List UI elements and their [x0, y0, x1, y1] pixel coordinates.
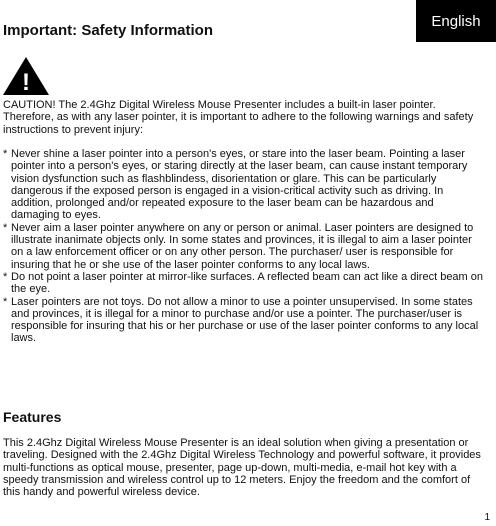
safety-bullet	[3, 222, 483, 271]
warning-icon	[2, 56, 50, 96]
bullet-mark: *	[3, 295, 8, 308]
safety-intro: CAUTION! The 2.4Ghz Digital Wireless Mouse Presenter includes a built-in laser pointer. Therefore, as with any laser pointer, it is important to adhere to the following warnings and safety instructions to prevent injury:	[3, 99, 474, 136]
bullet-text: Do not point a laser pointer at mirror-like surfaces. A reflected beam can act like a direct beam on the eye.	[11, 270, 484, 296]
bullet-mark: *	[3, 270, 8, 283]
safety-title: Important: Safety Information	[3, 22, 214, 39]
safety-bullet-list	[3, 148, 483, 345]
features-body: This 2.4Ghz Digital Wireless Mouse Presenter is an ideal solution when giving a presentation or traveling. Designed with the 2.4Ghz Digital Wireless Technology and powerful software, it provides multi-functions as optical mouse, presenter, page up-down, multi-media, e-mail hot key with a speedy transmission and wireless control up to 12 meters. Enjoy the freedom and the comfort of this handy and powerful wireless device.	[3, 437, 481, 499]
bullet-mark: *	[3, 148, 8, 160]
bullet-text: Never shine a laser pointer into a person's eyes, or stare into the laser beam. Pointing a laser pointer into a person's eyes, or staring directly at the laser beam, can cause instant temporary vision dysfunction such as flashblindess, disorientation or glare. This can be particularly dangerous if the exposed person is engaged in a vision-critical activity such as driving. In addition, prolonged and/or repeated exposure to the laser beam can be hazardous and damaging to eyes.	[11, 148, 468, 222]
language-tab: English	[416, 0, 496, 42]
bullet-text: Laser pointers are not toys. Do not allow a minor to use a pointer unsupervised. In some states and provinces, it is illegal for a minor to purchase and/or use a pointer. The purchaser/user is responsible for insuring that his or her purchase or use of the laser pointer conforms to any local laws.	[11, 295, 479, 345]
features-title: Features	[3, 409, 62, 425]
safety-bullet	[3, 296, 483, 345]
safety-bullet	[3, 271, 483, 296]
safety-bullet	[3, 148, 483, 222]
page-number: 1	[484, 512, 490, 523]
bullet-text: Never aim a laser pointer anywhere on any or person or animal. Laser pointers are designed to illustrate inanimate objects only. In some states and provinces, it is illegal to aim a laser pointer on a law enforcement officer or on any other person. The purchaser/ user is responsible for insuring that he or she use of the laser pointer conforms to any local laws.	[11, 221, 474, 271]
warning-symbol: !	[22, 69, 30, 96]
bullet-mark: *	[3, 221, 8, 234]
